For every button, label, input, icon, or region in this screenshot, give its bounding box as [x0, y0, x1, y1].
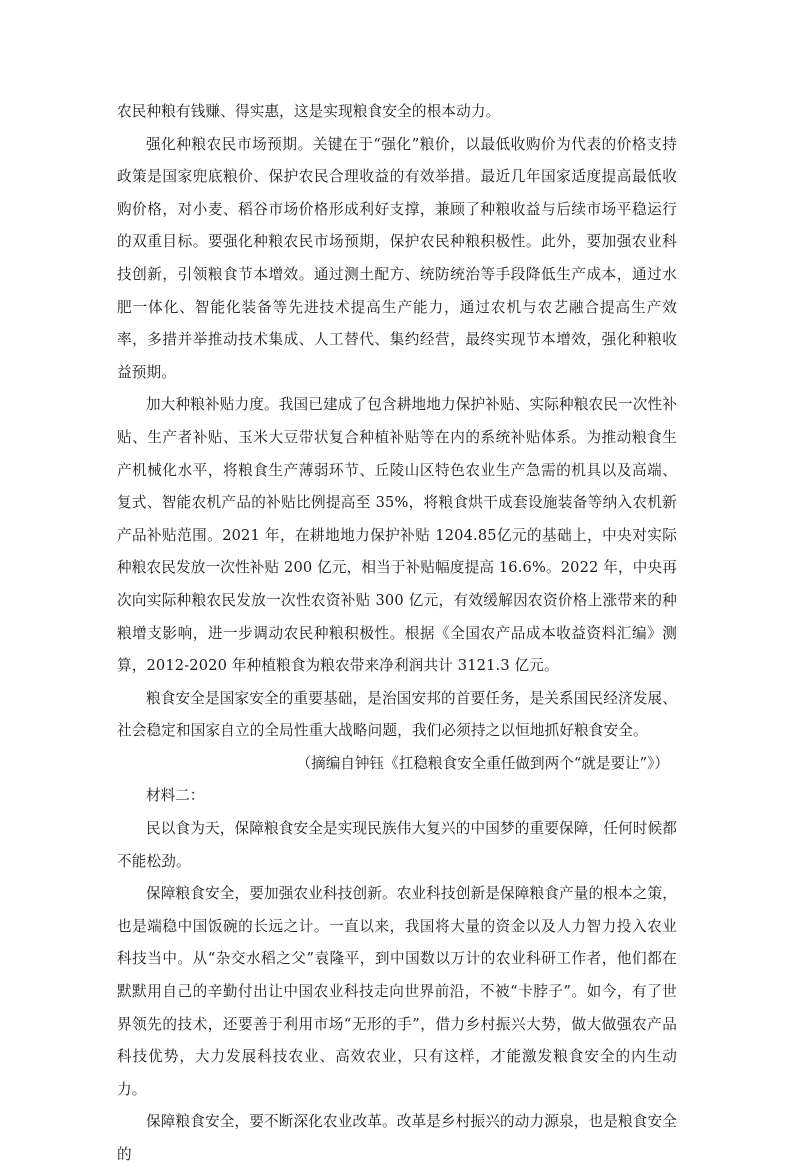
- material-two-heading: 材料二：: [146, 787, 205, 805]
- paragraph-food-security: 粮食安全是国家安全的重要基础，是治国安邦的首要任务，是关系国民经济发展、社会稳定和国家自立的全局性重大战略问题，我们必须持之以恒地抓好粮食安全。: [117, 689, 677, 740]
- paragraph-intro: 农民种粮有钱赚、得实惠，这是实现粮食安全的根本动力。: [117, 103, 501, 120]
- document-page: [117, 96, 677, 1172]
- paragraph-material-two-intro: 民以食为天，保障粮食安全是实现民族伟大复兴的中国梦的重要保障，任何时候都不能松劲。: [117, 820, 677, 870]
- source-citation: （摘编自钟钰《扛稳粮食安全重任做到两个“就是要让”》）: [296, 754, 669, 772]
- paragraph-agri-tech: 保障粮食安全，要加强农业科技创新。农业科技创新是保障粮食产量的根本之策，也是端稳中国饭碗的长远之计。一直以来，我国将大量的资金以及人力智力投入农业科技当中。从“杂交水稻之父”袁隆平，到中国数以万计的农业科研工作者，他们都在默默用自己的辛勤付出让中国农业科技走向世界前沿，不被“卡脖子”。如今，有了世界领先的技术，还要善于利用市场“无形的手”，借力乡村振兴大势，做大做强农产品科技优势，大力发展科技农业、高效农业，只有这样，才能激发粮食安全的内生动力。: [117, 885, 677, 1098]
- paragraph-market-expectation: 强化种粮农民市场预期。关键在于“强化”粮价，以最低收购价为代表的价格支持政策是国家兜底粮价、保护农民合理收益的有效举措。最近几年国家适度提高最低收购价格，对小麦、稻谷市场价格形成利好支撑，兼顾了种粮收益与后续市场平稳运行的双重目标。要强化种粮农民市场预期，保护农民种粮积极性。此外，要加强农业科技创新，引领粮食节本增效。通过测土配方、统防统治等手段降低生产成本，通过水肥一体化、智能化装备等先进技术提高生产能力，通过农机与农艺融合提高生产效率，多措并举推动技术集成、人工替代、集约经营，最终实现节本增效，强化种粮收益预期。: [117, 135, 677, 381]
- paragraph-subsidy: 加大种粮补贴力度。我国已建成了包含耕地地力保护补贴、实际种粮农民一次性补贴、生产者补贴、玉米大豆带状复合种植补贴等在内的系统补贴体系。为推动粮食生产机械化水平，将粮食生产薄弱环节、丘陵山区特色农业生产急需的机具以及高端、复式、智能农机产品的补贴比例提高至 35%，将粮食烘干成套设施装备等纳入农机新产品补贴范围。2021 年，在耕地地力保护补贴 1204.85亿元的基础上，中央对实际种粮农民发放一次性补贴 200 亿元，相当于补贴幅度提高 16.6%。2022 年，中央再次向实际种粮农民发放一次性农资补贴 300 亿元，有效缓解因农资价格上涨带来的种粮增支影响，进一步调动农民种粮积极性。根据《全国农产品成本收益资料汇编》测算，2012-2020 年种植粮食为粮农带来净利润共计 3121.3 亿元。: [117, 396, 677, 675]
- paragraph-agri-reform: 保障粮食安全，要不断深化农业改革。改革是乡村振兴的动力源泉，也是粮食安全的: [117, 1113, 677, 1163]
